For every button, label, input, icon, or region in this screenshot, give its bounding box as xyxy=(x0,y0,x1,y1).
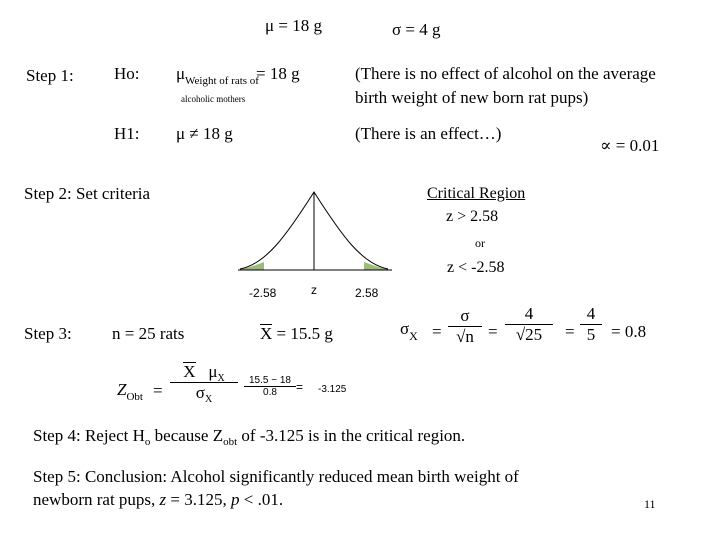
step5-pre: newborn rat pups, xyxy=(33,490,160,509)
z-formula-denominator xyxy=(170,383,238,403)
z-formula-numerator xyxy=(170,362,238,383)
alpha-level: ∝ = 0.01 xyxy=(600,136,660,155)
h1-label: H1: xyxy=(114,124,140,143)
tick-right: 2.58 xyxy=(355,286,379,300)
se-result: = 0.8 xyxy=(611,322,647,341)
step4-text xyxy=(33,426,465,446)
se-f3-denominator: 5 xyxy=(586,325,596,344)
normal-curve xyxy=(236,186,396,276)
eq-1: = xyxy=(432,322,442,341)
step3-label: Step 3: xyxy=(24,324,72,343)
step5-line2 xyxy=(33,490,283,510)
step4-sub2: obt xyxy=(223,436,238,448)
h0-mu: μ xyxy=(176,64,186,83)
mu-line: μ = 18 g xyxy=(265,16,322,35)
step5-z: z xyxy=(159,490,167,509)
tick-z: z xyxy=(311,283,317,297)
se-fraction-3 xyxy=(580,304,602,345)
critical-z-lower: z < -2.58 xyxy=(447,259,505,276)
critical-region-title: Critical Region xyxy=(427,185,526,202)
z-result: -3.125 xyxy=(318,384,347,395)
step5-post: < .01. xyxy=(239,490,284,509)
right-critical-tail xyxy=(364,262,388,270)
critical-z-upper: z > 2.58 xyxy=(446,208,499,225)
step2-label: Step 2: Set criteria xyxy=(24,184,151,203)
se-fraction-1 xyxy=(448,306,482,347)
z-obt-symbol xyxy=(117,380,143,403)
z-substituted xyxy=(244,375,296,398)
step4-mid: because Z xyxy=(150,426,224,445)
z-num-xbar: X xyxy=(183,362,196,381)
sample-mean xyxy=(260,324,333,344)
eq-2: = xyxy=(488,322,498,341)
z-formula xyxy=(170,362,238,403)
se-f2-denominator: √25 xyxy=(515,325,543,344)
se-f1-denominator: √n xyxy=(456,327,474,346)
h1-note: (There is an effect…) xyxy=(355,124,502,143)
step4-sub: o xyxy=(144,436,151,448)
h0-value: = 18 g xyxy=(256,64,300,83)
h0-subscript-2: alcoholic mothers xyxy=(181,94,246,104)
z-eq-2: = xyxy=(296,380,304,394)
z-num-mu-sub: X xyxy=(217,373,225,384)
se-fraction-2 xyxy=(505,304,553,345)
z-den-sub: X xyxy=(204,394,213,405)
h0-note-line1: (There is no effect of alcohol on the average xyxy=(355,64,656,83)
sigma-line: σ = 4 g xyxy=(392,20,441,39)
z-subscript: Obt xyxy=(126,391,143,403)
eq-3: = xyxy=(565,322,575,341)
h1-expression: μ ≠ 18 g xyxy=(176,124,233,143)
left-critical-tail xyxy=(240,262,264,270)
h0-note-line2: birth weight of new born rat pups) xyxy=(355,88,589,107)
se-f1-numerator: σ xyxy=(448,306,482,327)
standard-error-symbol xyxy=(400,319,418,343)
z-sub-denominator: 0.8 xyxy=(263,387,277,398)
z-den-sigma: σ xyxy=(195,383,205,402)
sigma-subscript: X xyxy=(409,329,418,343)
step5-line1: Step 5: Conclusion: Alcohol significantly reduced mean birth weight of xyxy=(33,467,519,486)
z-sub-numerator: 15.5 − 18 xyxy=(244,375,296,387)
step4-pre: Step 4: Reject H xyxy=(33,426,145,445)
step4-post: of -3.125 is in the critical region. xyxy=(237,426,466,445)
critical-or: or xyxy=(475,236,485,250)
sigma-symbol: σ xyxy=(400,319,410,338)
z-num-mu: μ xyxy=(208,362,218,381)
step1-label: Step 1: xyxy=(26,66,74,85)
z-letter: Z xyxy=(117,380,127,399)
sample-size: n = 25 rats xyxy=(112,324,185,343)
xbar-symbol: X xyxy=(260,324,273,343)
tick-left: -2.58 xyxy=(249,286,277,300)
h0-label: Ho: xyxy=(114,64,140,83)
step5-p: p xyxy=(231,490,240,509)
se-f2-numerator: 4 xyxy=(505,304,553,325)
z-eq-1: = xyxy=(153,381,163,400)
se-f3-numerator: 4 xyxy=(580,304,602,325)
xbar-value: = 15.5 g xyxy=(276,324,333,343)
h0-subscript-1: Weight of rats of xyxy=(185,75,259,87)
step5-mid: = 3.125, xyxy=(166,490,231,509)
page-number: 11 xyxy=(644,497,656,511)
